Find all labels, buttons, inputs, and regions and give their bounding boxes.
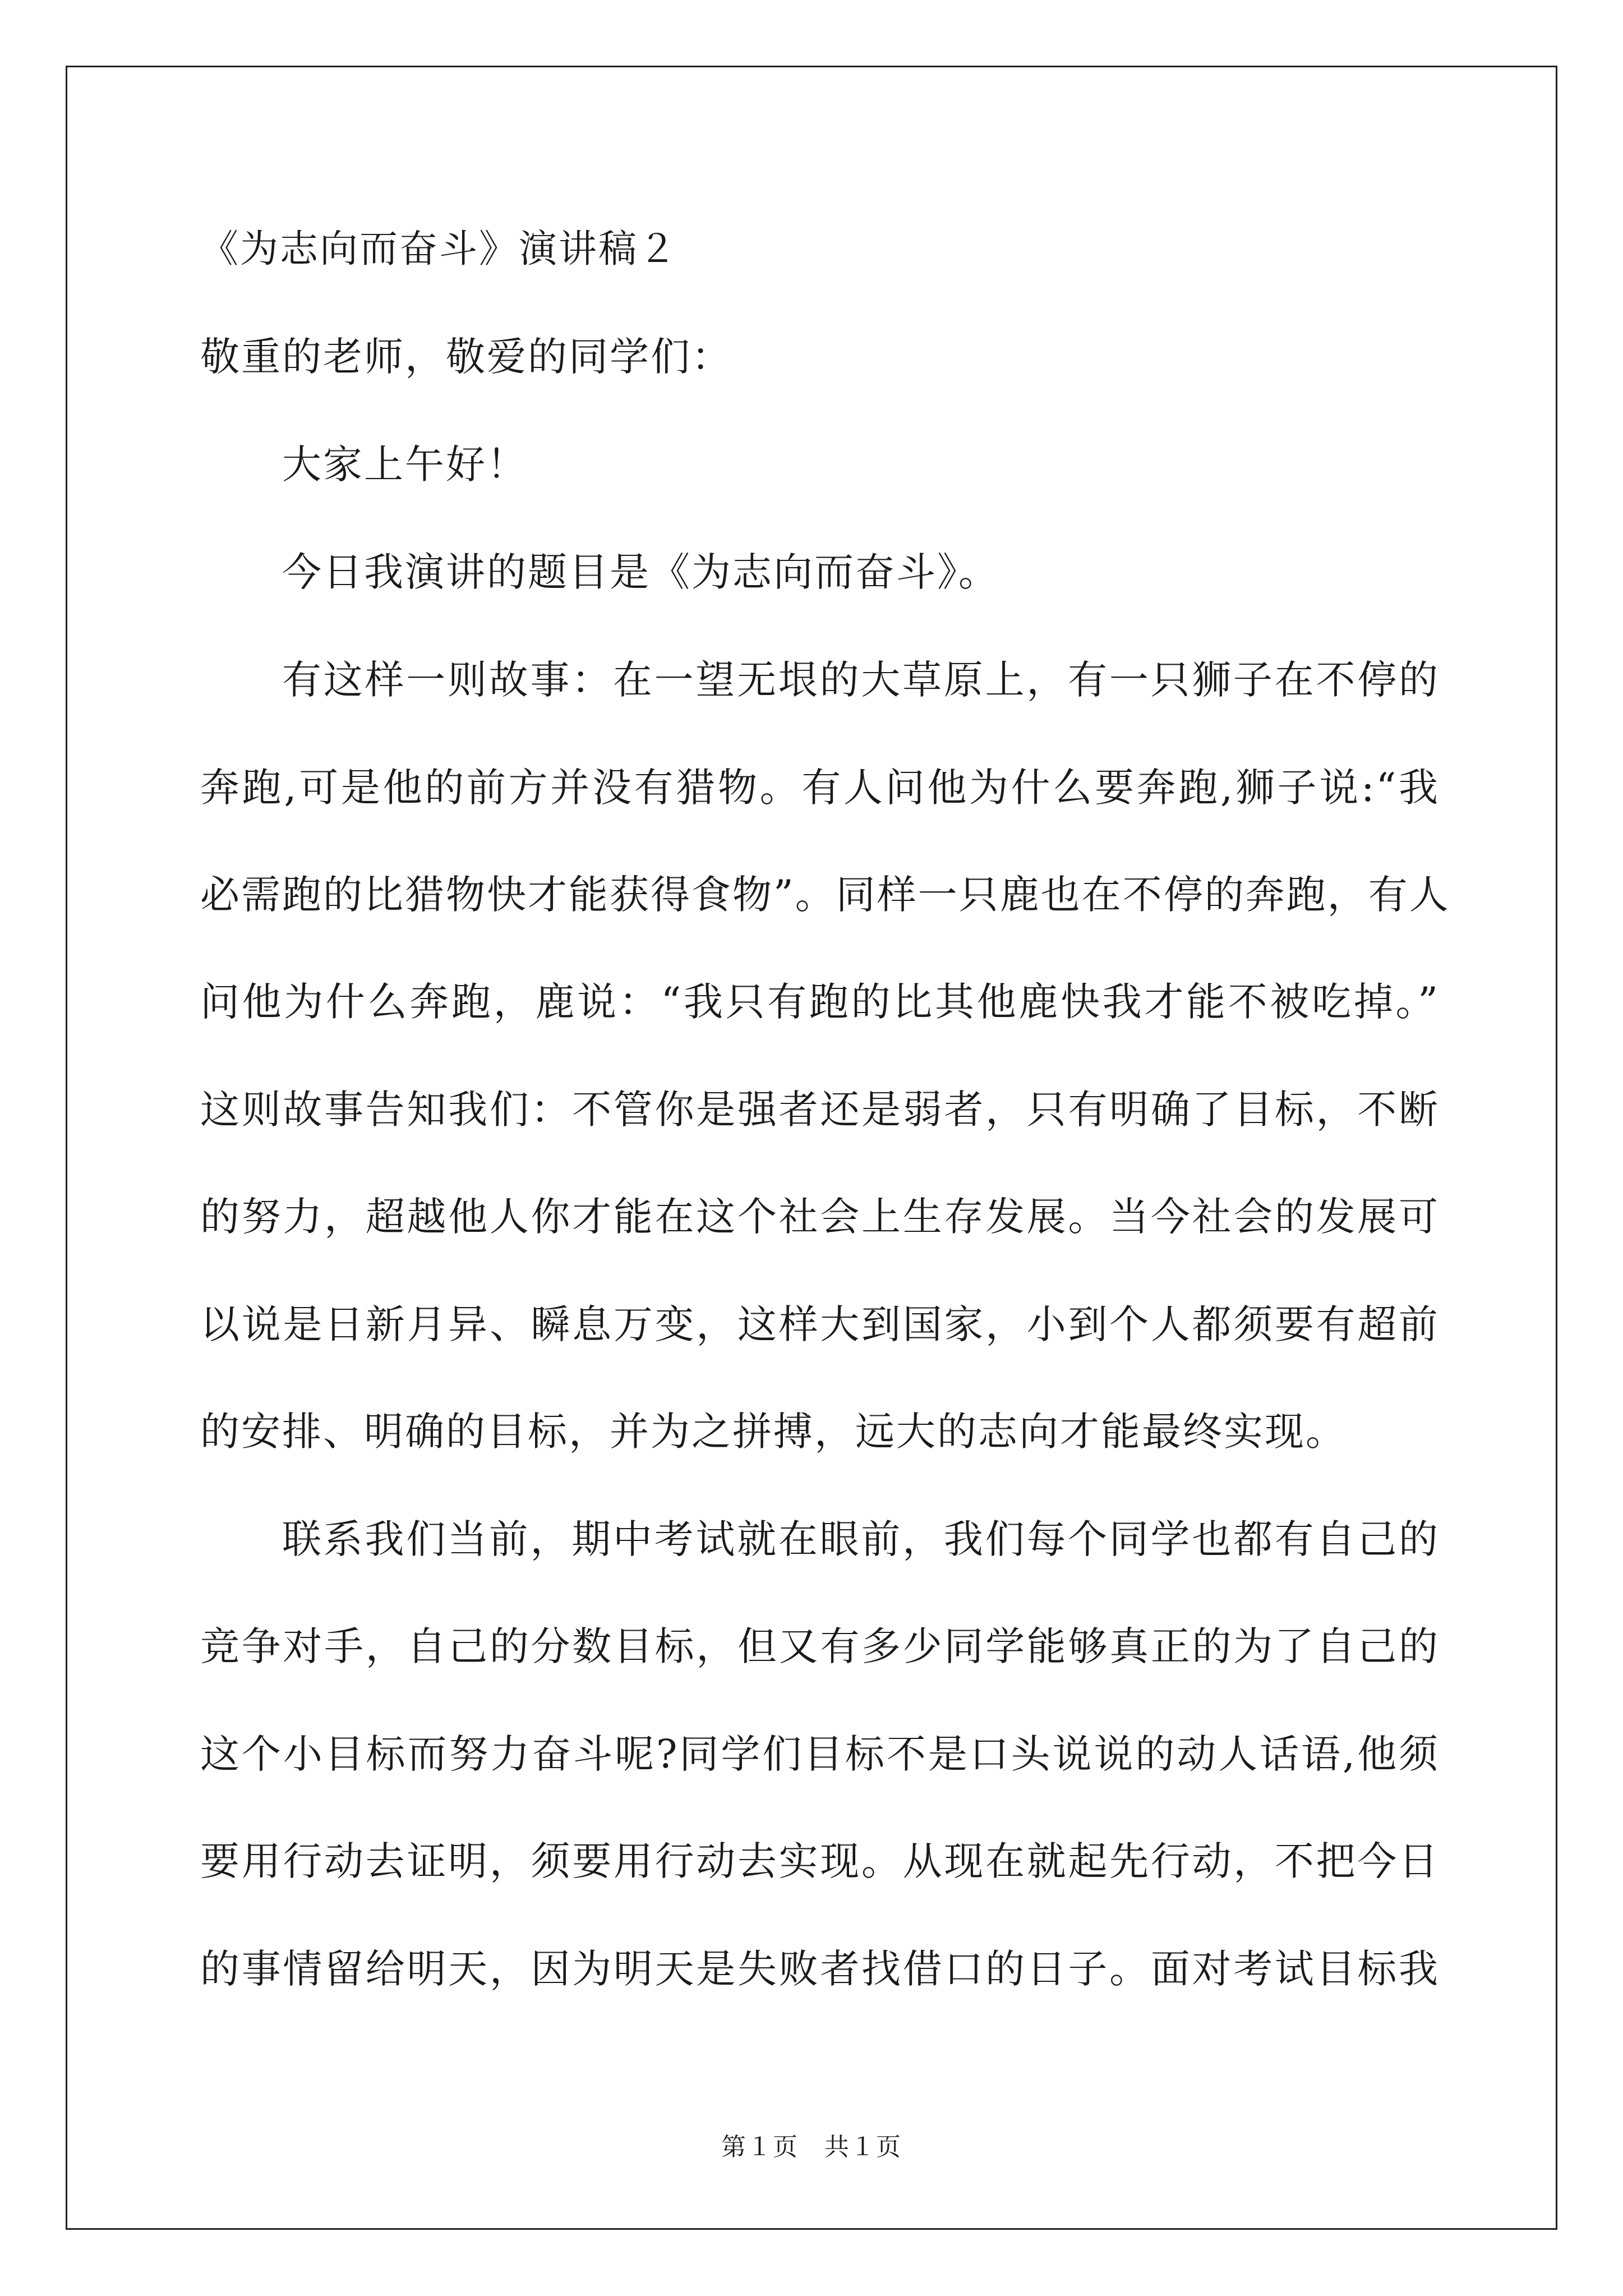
- paragraph-line: 的事情留给明天，因为明天是失败者找借口的日子。面对考试目标我: [200, 1946, 1440, 1992]
- page-number-footer: 第１页 共１页: [721, 2133, 902, 2161]
- paragraph-line: 问他为什么奔跑，鹿说：“我只有跑的比其他鹿快我才能不被吃掉。”: [200, 979, 1440, 1025]
- topic-line: 今日我演讲的题目是《为志向而奋斗》。: [282, 549, 999, 595]
- paragraph-line: 竞争对手，自己的分数目标，但又有多少同学能够真正的为了自己的: [200, 1623, 1440, 1669]
- paragraph-line: 的努力，超越他人你才能在这个社会上生存发展。当今社会的发展可: [200, 1194, 1440, 1240]
- salutation: 敬重的老师，敬爱的同学们：: [200, 334, 732, 380]
- page-border: [66, 66, 1557, 2230]
- paragraph-line: 的安排、明确的目标，并为之拼搏，远大的志向才能最终实现。: [200, 1409, 1347, 1455]
- paragraph-line: 联系我们当前，期中考试就在眼前，我们每个同学也都有自己的: [282, 1516, 1440, 1562]
- paragraph-line: 必需跑的比猎物快才能获得食物”。同样一只鹿也在不停的奔跑，有人: [200, 872, 1450, 918]
- paragraph-line: 这则故事告知我们：不管你是强者还是弱者，只有明确了目标，不断: [200, 1087, 1440, 1133]
- paragraph-line: 奔跑,可是他的前方并没有猎物。有人问他为什么要奔跑,狮子说:“我: [200, 765, 1440, 811]
- paragraph-line: 有这样一则故事：在一望无垠的大草原上，有一只狮子在不停的: [282, 657, 1440, 703]
- greeting: 大家上午好！: [282, 441, 528, 487]
- paragraph-line: 以说是日新月异、瞬息万变，这样大到国家，小到个人都须要有超前: [200, 1301, 1440, 1347]
- document-title: 《为志向而奋斗》演讲稿２: [200, 227, 679, 272]
- paragraph-line: 这个小目标而努力奋斗呢?同学们目标不是口头说说的动人话语,他须: [200, 1731, 1440, 1777]
- paragraph-line: 要用行动去证明，须要用行动去实现。从现在就起先行动，不把今日: [200, 1838, 1440, 1884]
